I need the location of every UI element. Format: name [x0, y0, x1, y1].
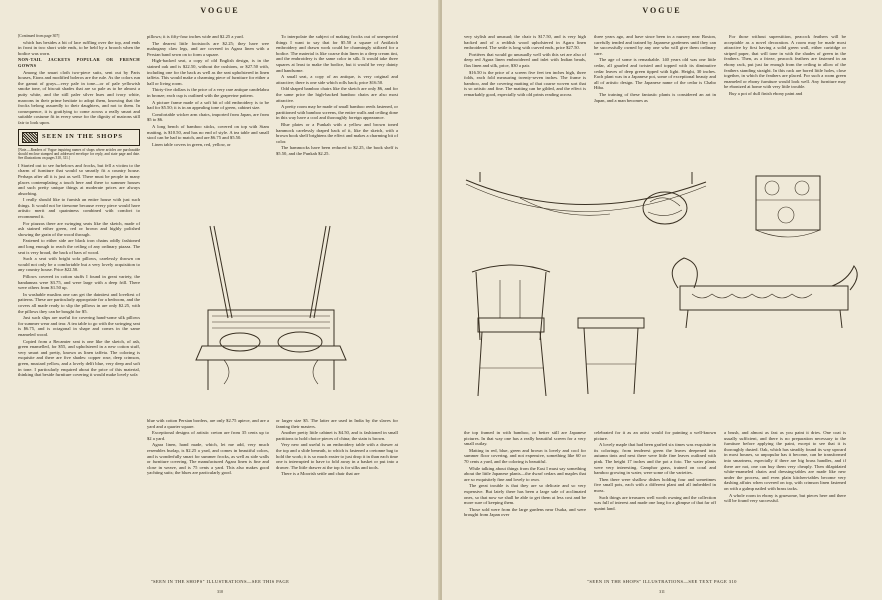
- left-column-2-top: [147, 34, 269, 148]
- paragraph: Odd shaped bamboo chairs like the sketch are only $6, and for the same price the high-backed bamboo chairs are also most attractive.: [276, 86, 398, 103]
- paragraph: Portières that would go unusually well with this set are also of deep red Agara linen embroidered and inlet with Indian beads, flax linen and silk, price, $30 a pair.: [464, 51, 586, 68]
- paragraph: Then there were shallow dishes holding four and sometimes five small pots, each with a different plant and all imbedded in moss.: [594, 476, 716, 493]
- paragraph: To interpolate the subject of making frocks out of unexpected things I want to say that for $5.50 a square of Antilatch embroidery and drawn work could be charmingly utilized for a bodice. The material is like coarse thin linen in a deep cream tint, and the embroidery is the same color in silk. It would take three squares at least to make the bodice, but it would be very dainty and handsome.: [276, 34, 398, 73]
- paragraph: Exceptional designs of artistic creton are from 35 cents up to $2 a yard.: [147, 430, 269, 441]
- left-column-3-bottom: [276, 418, 398, 478]
- right-column-3-bottom: [724, 430, 846, 505]
- left-page: [0, 0, 440, 600]
- paragraph: Such things are treasures well worth owning and the collection was full of interest and made one long for a glimpse of that far off quaint land.: [594, 494, 716, 511]
- right-column-3-top: [724, 34, 846, 98]
- paragraph: A picture frame made of a soft bit of old embroidery is to be had for $5.50; it is in an appealing tone of green, cabinet size.: [147, 99, 269, 111]
- paragraph: While talking about things from the East I must say something about the little Japanese plants—the dwarf cedars and maples that are so exquisitely fine and lovely to own.: [464, 465, 586, 482]
- paragraph: Agara linen, hand made, which, let me add, very much resembles burlap, is $2.25 a yard, and comes in beautiful colors, and is wonderfully smart for summer frocks, as well as side walls or furniture covering. The manufactured Agara linen is fine and close in weave, and is 75 cents a yard. This also makes good yachting suits; the blues are particularly good.: [147, 442, 269, 476]
- paragraph: Buy a pot of dull finish ebony paint and: [729, 90, 803, 96]
- paragraph: The hammocks have been reduced to $2.25, the book shelf is $5.50, and the Punkah $2.25.: [276, 145, 398, 156]
- paragraph: Another pretty little cabinet is $4.50, and is fashioned in small partitions to hold choice pieces of china; the stain is brown.: [276, 430, 398, 441]
- paragraph: Blue plates or a Punkah with a yellow and brown toned hammock carelessly draped back of it, like the sketch, with a brown book shelf brightens the effect and makes a charming bit of color.: [276, 121, 398, 144]
- paragraph: A whole room in ebony is gruesome, but pieces here and there will be found very successful.: [724, 492, 846, 504]
- paragraph: a brush, and almost as fast as you paint it dries. One coat is usually sufficient, and there is no preparation necessary to the furniture before applying the paint, except to see that it is thoroughly dusted. Oak, which has steadily found its way upward in most houses, so unpopular has it become, can be transformed into smartness, especially if there are big brass handles, and if there are not, one can buy them very cheaply. Then dilapidated white-enameled chairs and dressing-tables are made like new under the process, and even plain kitchen-tables become very dashing affairs when covered on top, with crimson linen fastened on with a gulmp nailed with brass tacks.: [724, 430, 846, 491]
- paragraph: Comfortable wicker arm chairs, imported from Japan, are from $5 to $6.: [147, 111, 269, 123]
- paragraph: pillows; it is fifty-four inches wide and $2.25 a yard.: [147, 34, 244, 39]
- section-title: SEEN IN THE SHOPS: [42, 133, 124, 141]
- wall-shelf-illustration: [756, 176, 820, 237]
- right-column-1-top: [464, 34, 586, 99]
- paragraph: Fastened to either side are black iron chains oddly fashioned and long enough to reach the ceiling of any ordinary piazza. The seat is very broad, the back of bars of wood.: [18, 238, 140, 255]
- paragraph: For those without superstition, peacock feathers will be acceptable as a novel decoration. A room may be made most attractive by first having a solid green wall, either cartridge or striped paper, that will tone in with the shades of green in the feathers. Then, as a frieze, peacock feathers are fastened in an ebony rack, put just far enough from the ceiling to allow of the feathers standing straight. In this rack are bored little holes, close together, in which the feathers are placed. For such a room green enameled or ebony furniture would look well. Any furniture may be ebonized at home with very little trouble.: [724, 34, 846, 90]
- punkah-hammock-illustration: [466, 172, 706, 224]
- figure-caption: "SEEN IN THE SHOPS" ILLUSTRATIONS—SEE TEXT PAGE 310: [587, 579, 737, 584]
- paragraph: A long bench of bamboo sticks, covered on top with Siam matting, is $10.50, and has no end of style. A tea table and small stool can be had to match, and are $6.75 and $5.50.: [147, 123, 269, 141]
- running-head-right: VOGUE: [642, 6, 682, 15]
- swinging-seat-illustration: [150, 220, 398, 410]
- paragraph: A pretty room may be made of small bamboo reeds fastened, or partitioned with bamboo screens, the entire walls and ceiling done in this way have a cool and thoroughly foreign appearance.: [276, 104, 398, 121]
- left-column-3-top: [276, 34, 398, 157]
- paragraph: There is a Moorish settle and chair that are: [281, 471, 360, 477]
- paragraph: the top framed in with bamboo, or better still are Japanese pictures. In that way one has a really beautiful screen for a very small outlay.: [464, 430, 586, 447]
- paragraph: Thirty-five dollars is the price of a very rare antique candelabra in bronze; each cup is outlined with the grapevine pattern.: [147, 87, 269, 98]
- paragraph: Linen table covers in green, red, yellow, or: [152, 141, 231, 147]
- ornament-icon: [22, 132, 38, 143]
- paragraph: which has besides a bit of lace ruffling over the top, and ends in front in two short wide ends, to be held by a brooch when the bodice was worn.: [18, 39, 140, 56]
- paragraph: Matting in red, blue, green and brown is lovely and cool for summer floor covering, and not expensive, something like 60 or 70 cents a yard, and the coloring is beautiful.: [464, 447, 586, 464]
- paragraph: The dearest little footstools are $2.25; they have wee mahogany claw legs, and are covered in Agara linen with a Persian band sewn on to form a square.: [147, 40, 269, 57]
- seen-in-the-shops-heading: [18, 129, 140, 146]
- small-table-illustration: [578, 318, 644, 394]
- paragraph: Very new and useful is an embroidery table with a drawer at the top and a slide beneath, to which is fastened a cretonne bag to hold the work; it is so much easier to just drop it in than each time one is interrupted to have to fold away in a basket or put into a drawer. The little drawer at the top is for silks and tools.: [276, 442, 398, 470]
- subhead: NON-TAIL JACKETS POPULAR OR FRENCH GOWNS: [18, 57, 140, 68]
- right-column-2-bottom: [594, 430, 716, 512]
- recamier-seat-illustration: [672, 258, 857, 328]
- paragraph: I really should like to furnish an entire house with just such things. It would not be tiresome because every piece would have artistic merit and quaintness combined with comfort to recommend it.: [18, 197, 140, 220]
- paragraph: I Started out to see furbelows and frocks, but fell a victim to the charm of furniture that would so smartly fit a country house. Perhaps after all it is just as well. There must be people in many places contemplating a touch here and there to summer houses and such pretty unique things at moderate prices are always absorbing.: [18, 162, 140, 196]
- left-column-2-bottom: [147, 418, 269, 477]
- page-number: 311: [659, 589, 665, 594]
- paragraph: very stylish and unusual; the chair is $17.50, and is very high backed and of a reddish wood upholstered in Agara linen embroidered. The settle is long with curved ends, price $27.50.: [464, 34, 586, 51]
- editor-note: [Note.—Readers of Vogue inquiring names of shops where articles are purchasable should enclose stamped and addressed envelope for reply, and state page and date. See illustrations on pages 310, 311.]: [18, 147, 140, 161]
- paragraph: blue with cotton Persian borders, are only $2.75 apiece, and are a yard and a quarter square.: [147, 418, 269, 429]
- paragraph: In washable muslins one can get the daintiest and loveliest of patterns. These are particularly appropriate for a bedroom, and the covers all made ready to slip the pillows in are only $2.25, with the pillows they can be bought for $5.: [18, 291, 140, 314]
- paragraph: Pillows covered in cotton stuffs I found in great variety, the bandannas were $3.75, and were large with a deep frill. There were others from $1.50 up.: [18, 274, 140, 291]
- paragraph: three years ago, and have since been in a nursery near Boston, carefully tended and trained by Japanese gardeners until they can be successfully owned by any one who will give them ordinary care.: [594, 34, 716, 56]
- right-column-1-bottom: [464, 430, 586, 519]
- continued-note: [Continued from page 307]: [18, 34, 60, 38]
- paragraph: Those sold were from the large gardens near Osaka, and were brought from Japan over: [464, 506, 586, 518]
- paragraph: The age of some is remarkable. 140 years old was one little cedar, all gnarled and twisted and topped with its diminutive cedar leaves of deep green tipped with light. Height, 30 inches. Each plant was in a Japanese pot, some of exceptional beauty and all of artistic design. The Japanese name of the cedar is Chabo Hiba.: [594, 57, 716, 91]
- running-head-left: VOGUE: [200, 6, 240, 15]
- paragraph: celebrated for it as an artist would for painting a well-known picture.: [594, 430, 716, 441]
- paragraph: High-backed seat, a copy of old English design, is in the stained oak and is $22.50, without the cushions, or $27.50 with, including one for the back as well as the seat upholstered in linen taffeta. This would make a charming piece of furniture for either a hall or living room.: [147, 58, 269, 86]
- paragraph: or larger size $5. The latter are used in India by the slaves for fanning their masters.: [276, 418, 398, 429]
- page-number: 310: [217, 589, 223, 594]
- paragraph: $16.50 is the price of a screen five feet ten inches high, three folds, each fold measuring twenty-seven inches. The frame is bamboo, and the covering matting of that coarse woven sort that is so artistic and fine. The matting can be gilded, and the effect is remarkably good, especially with old prints reading across: [464, 69, 586, 97]
- paragraph: Copied from a Recamier seat is one like the sketch, of ash, green enamelled, for $55, and upholstered in a new cotton stuff, very smart and pretty, known as linen taffeta. The coloring is exquisite and there are five shades: copper rose, deep crimson, green, mustard yellow, and a lovely delft blue, very deep and soft in tone. I particularly enquired about the price of this material, thinking that beside furniture covering it would make lovely sofa: [18, 338, 140, 378]
- right-page: [442, 0, 882, 600]
- paragraph: The training of these fantastic plants is considered an art in Japan, and a man becomes as: [594, 91, 716, 103]
- paragraph: Such a seat with bright sofa pillows, carelessly thrown on would not only be a comfortable but a very lovely acquisition to any country house. Price $22.50.: [18, 256, 140, 273]
- paragraph: A lovely maple that had been grafted six times was exquisite in its colorings; from tenderest green the leaves deepened into autumn tints and next there were little fine leaves outlined with pink. The height 17 inches and the pot a foto. The water plants were very interesting. Camphor grass, trained on coral and bamboo growing in water, were some of the varieties.: [594, 442, 716, 476]
- paragraph: The great trouble is that they are so delicate and so very expensive. But lately there has been a large sale of acclimated ones, so that now we shall be able to get them at less cost and be more sure of keeping them.: [464, 483, 586, 506]
- figure-caption: "SEEN IN THE SHOPS" ILLUSTRATIONS—SEE THIS PAGE: [150, 579, 290, 584]
- right-column-2-top: [594, 34, 716, 104]
- paragraph: Among the smart cloth two-piece suits, sent out by Paris houses, Etons and modified boleros are the rule. As the colors run the gamut of grays—very pale in tone—or of pale yellowish smoke tone, of biscuit shades that are so pale as to be almost a putty white, and the still paler silver hues and ivory white, maroons in their prime hesitate to adopt them, knowing that the frocks belong assuredly to their daughters, and not to them. In consequence, it is gratifying to come across a really smart and suitable costume fit in every sense for the dignity of matrons still fair to look upon.: [18, 69, 140, 125]
- paragraph: A small seat, a copy of an antique, is very original and attractive; there is one side which rolls back; price $16.50.: [276, 74, 398, 85]
- furniture-illustrations: [460, 168, 864, 422]
- paragraph: For piazzas there are swinging seats like the sketch, made of ash stained either green, red or brown and highly polished showing the grain of the wood through.: [18, 220, 140, 237]
- paragraph: Just such slips are useful for covering hand-some silk pillows for summer wear and tear. A tea table to go with the swinging seat is $6.75, and is octagonal in shape and comes in the same enameled wood.: [18, 315, 140, 337]
- left-column-1: [18, 34, 140, 379]
- bamboo-chair-illustration: [472, 265, 550, 396]
